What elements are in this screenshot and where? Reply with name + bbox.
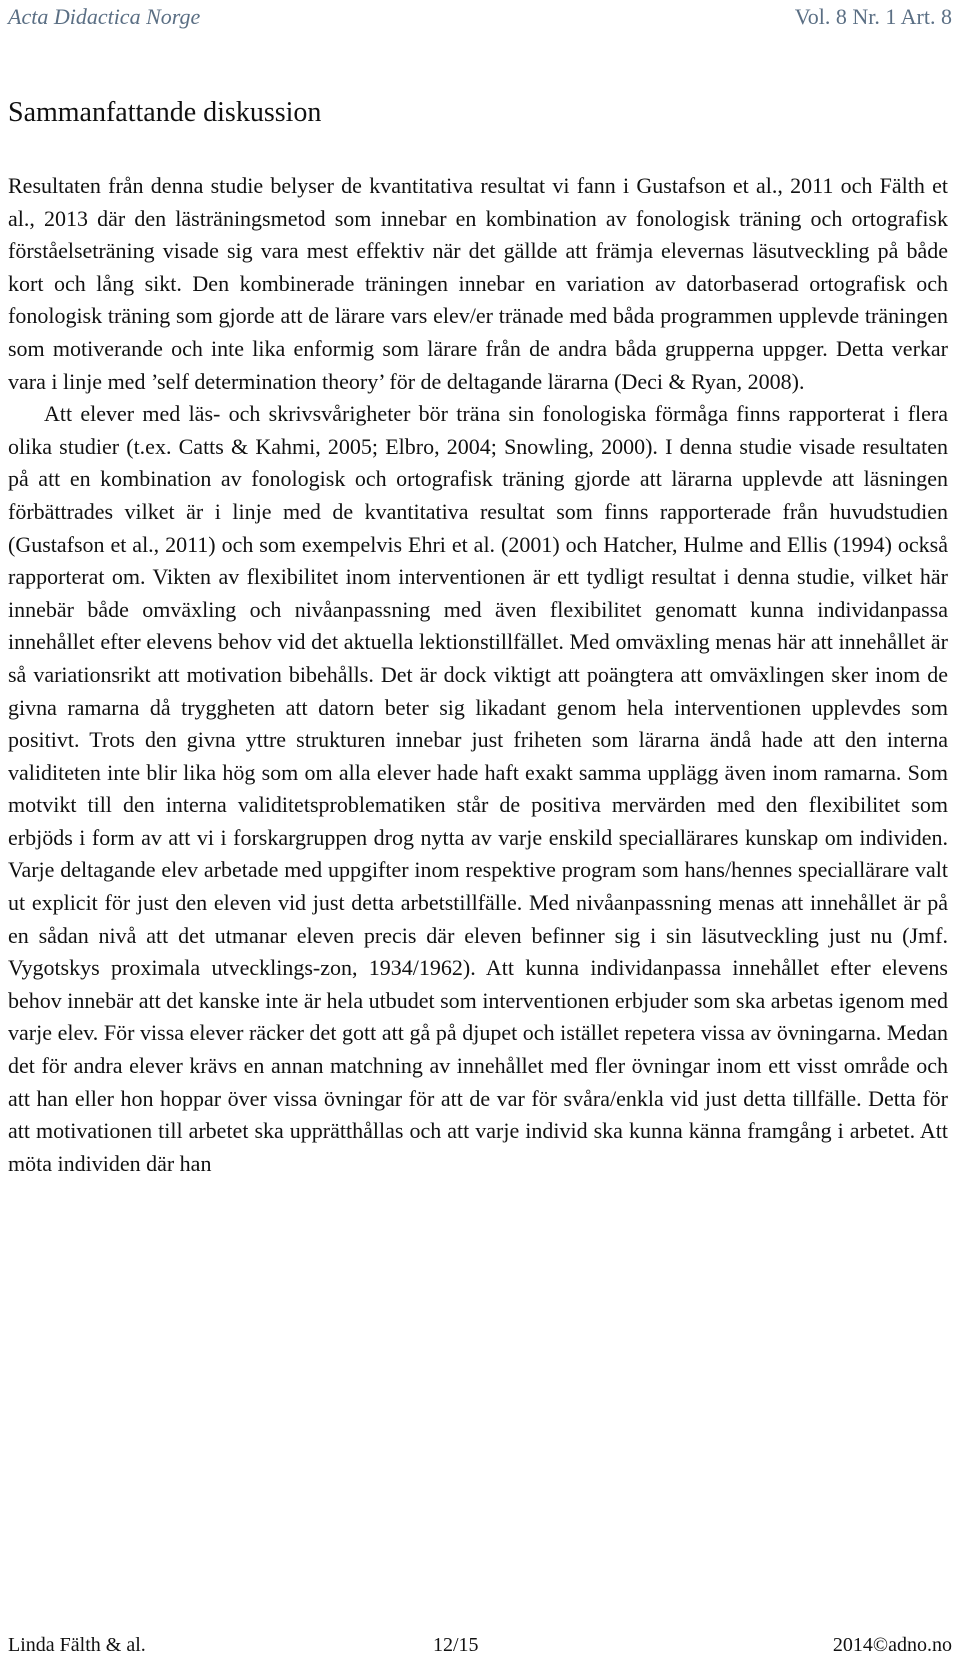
paragraph: Att elever med läs- och skrivsvårigheter bör träna sin fonologiska förmåga finns rapporterat i flera olika studier (t.ex. Catts & Kahmi, 2005; Elbro, 2004; Snowling, 2000). I denna studie visade resultaten på att en kombination av fonologisk och ortografisk träning gjorde att lärarna upplevde att läsningen förbättrades vilket är i linje med de kvantitativa resultat som finns rapporterade från huvudstudien (Gustafson et al., 2011) och som exempelvis Ehri et al. (2001) och Hatcher, Hulme and Ellis (1994) också rapporterat om. Vikten av flexibilitet inom interventionen är ett tydligt resultat i denna studie, vilket här innebär både omväxling och nivåanpassning med även flexibilitet genomatt kunna individanpassa innehållet efter elevens behov vid det aktuella lektionstillfället. Med omväxling menas här att innehållet är så variationsrikt att motivation bibehålls. Det är dock viktigt att poängtera att omväxlingen sker inom de givna ramarna då tryggheten att datorn beter sig likadant genom hela interventionen upplevdes som positivt. Trots den givna yttre strukturen innebar just friheten som lärarna ändå hade att den interna validiteten inte blir lika hög som om alla elever hade haft exakt samma upplägg även inom ramarna. Som motvikt till den interna validitetsproblematiken står de positiva mervärden med den flexibilitet som erbjöds i form av att vi i forskargruppen drog nytta av varje enskild speciallärares kunskap om individen. Varje deltagande elev arbetade med uppgifter inom respektive program som hans/hennes speciallärare valt ut explicit för just den eleven vid just detta arbetstillfälle. Med nivåanpassning menas att innehållet är på en sådan nivå att det utmanar eleven precis där eleven befinner sig i sin läsutveckling just nu (Jmf. Vygotskys proximala utvecklings-zon, 1934/1962). Att kunna individanpassa innehållet efter elevens behov innebär att det kanske inte är hela utbudet som interventionen erbjuder som ska arbetas igenom med varje elev. För vissa elever räcker det gott att gå på djupet och istället repetera vissa av övningarna. Medan det för andra elever krävs en annan matchning av innehållet med fler övningar inom ett visst område och att han eller hon hoppar över vissa övningar för att de var för svåra/enkla vid just detta tillfälle. Detta för att motivationen till arbetet ska upprätthållas och att varje individ ska kunna känna framgång i arbetet. Att möta individen där han	[8, 401, 948, 1176]
paragraph: Resultaten från denna studie belyser de kvantitativa resultat vi fann i Gustafson et al., 2011 och Fälth et al., 2013 där den lästräningsmetod som innebar en kombination av fonologisk träning och ortografisk förståelseträning visade sig vara mest effektiv när det gällde att främja elevernas läsutveckling på både kort och lång sikt. Den kombinerade träningen innebar en variation av datorbaserad ortografisk och fonologisk träning som gjorde att de lärare vars elev/er tränade med båda programmen upplevde träningen som motiverande och inte lika enformig som lärare från de andra båda grupperna uppger. Detta verkar vara i linje med ’self determination theory’ för de deltagande lärarna (Deci & Ryan, 2008).	[8, 173, 948, 394]
page-footer	[8, 1634, 952, 1664]
footer-copyright: 2014©adno.no	[832, 1634, 952, 1656]
journal-title: Acta Didactica Norge	[8, 4, 201, 29]
issue-info: Vol. 8 Nr. 1 Art. 8	[794, 4, 952, 29]
running-header	[8, 0, 952, 34]
article-body	[8, 170, 948, 1180]
footer-author: Linda Fälth & al.	[8, 1634, 146, 1656]
section-heading: Sammanfattande diskussion	[8, 97, 322, 128]
page-number: 12/15	[433, 1634, 479, 1656]
